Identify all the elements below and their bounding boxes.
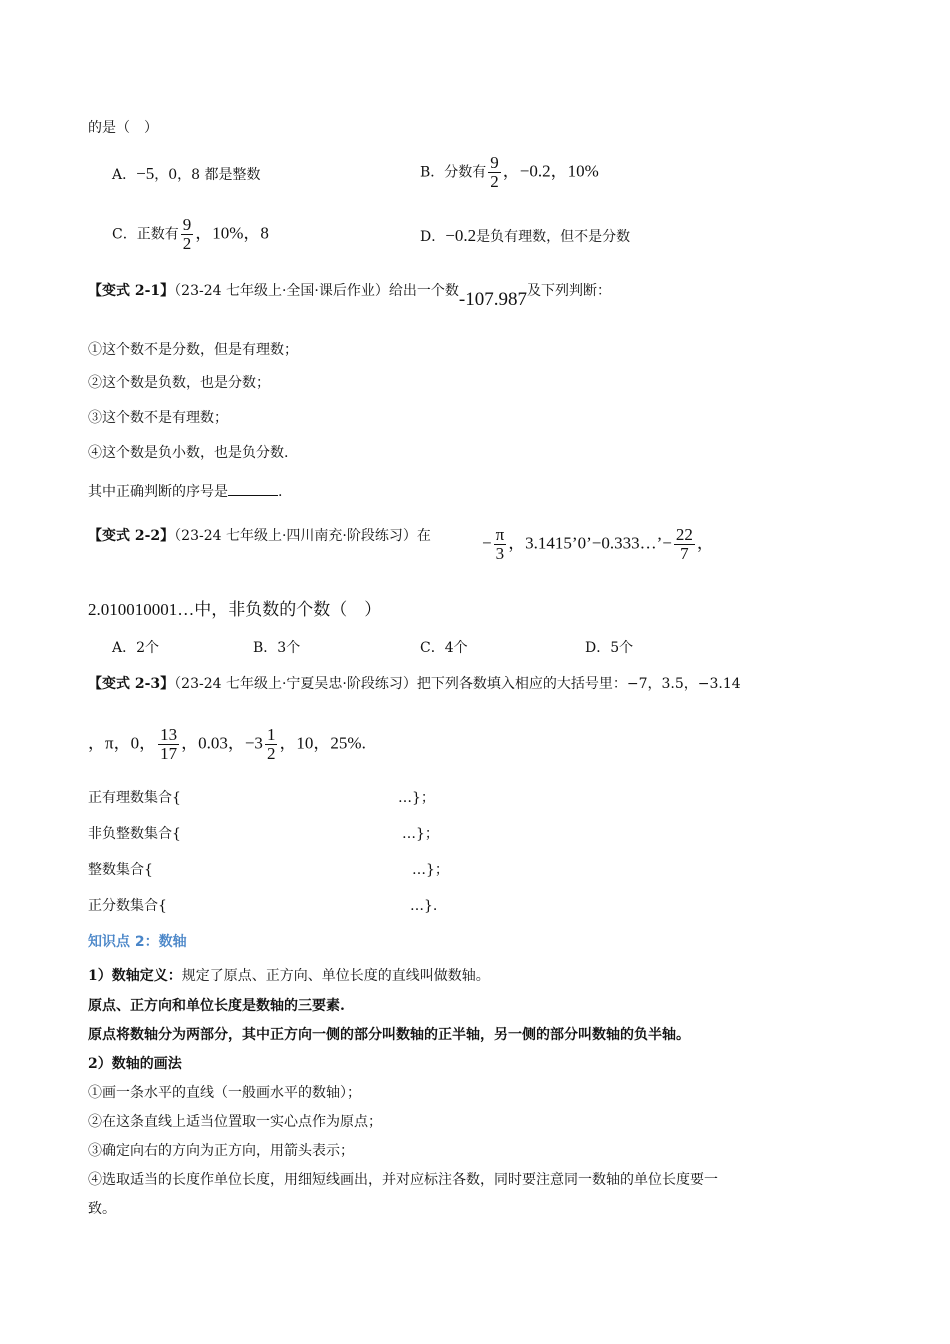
set-end: …}； bbox=[398, 790, 435, 806]
option-b: B．3个 bbox=[253, 640, 301, 656]
option-d: D．5个 bbox=[585, 640, 634, 656]
fraction-13-over-17: $\frac{13}{17}$ bbox=[160, 725, 178, 763]
option-c: C．4个 bbox=[420, 640, 468, 656]
judgement-3: ③这个数不是有理数； bbox=[88, 410, 228, 426]
fraction-one-half: $\frac{1}{2}$ bbox=[266, 725, 276, 763]
judgement-1: ①这个数不是分数，但是有理数； bbox=[88, 342, 298, 358]
variant-2-1-heading: 【变式 2-1】（23-24 七年级上·全国·课后作业）给出一个数-107.987及下列判断： bbox=[88, 283, 611, 310]
option-a: A．2个 bbox=[112, 640, 160, 656]
variant-2-2-heading: 【变式 2-2】（23-24 七年级上·四川南充·阶段练习）在 bbox=[88, 528, 431, 544]
set-end: …}； bbox=[402, 826, 439, 842]
variant-2-2-line2: 2.010010001…中，非负数的个数（ ） bbox=[88, 600, 382, 619]
three-elements: 原点、正方向和单位长度是数轴的三要素. bbox=[88, 998, 345, 1014]
variant-2-3-numbers: ，π，0， $\frac{13}{17}$ ，0.03，−3 $\frac{1}{2}$ ，10，25%. bbox=[88, 725, 366, 763]
variant-2-3-heading: 【变式 2-3】（23-24 七年级上·宁夏吴忠·阶段练习）把下列各数填入相应的大括号里：−7，3.5，−3.14 bbox=[88, 676, 741, 692]
variant-2-1-question: 其中正确判断的序号是 . bbox=[88, 479, 282, 502]
step-3: ③确定向右的方向为正方向，用箭头表示； bbox=[88, 1143, 354, 1159]
set-end: …}； bbox=[412, 862, 449, 878]
option-d: D．−0.2是负有理数，但不是分数 bbox=[420, 226, 631, 245]
fraction-22-over-7: $\frac{22}{7}$ bbox=[675, 525, 693, 563]
variant-2-2-numbers: − $\frac{\pi}{3}$ ，3.1415’0’−0.333…’− $\frac{22}{7}$ ， bbox=[482, 525, 714, 563]
set-positive-rational: 正有理数集合{ bbox=[88, 790, 181, 806]
set-integer: 整数集合{ bbox=[88, 862, 153, 878]
fraction-nine-halves: $\frac{9}{2}$ bbox=[182, 215, 192, 253]
set-nonnegative-integer: 非负整数集合{ bbox=[88, 826, 181, 842]
step-2: ②在这条直线上适当位置取一实心点作为原点； bbox=[88, 1114, 382, 1130]
set-end: …}. bbox=[410, 898, 438, 914]
step-4: ④选取适当的长度作单位长度，用细短线画出，并对应标注各数，同时要注意同一数轴的单位长度要一 bbox=[88, 1172, 718, 1188]
judgement-4: ④这个数是负小数，也是负分数. bbox=[88, 445, 289, 461]
fraction-nine-halves: $\frac{9}{2}$ bbox=[490, 153, 499, 191]
step-4-continued: 致。 bbox=[88, 1201, 116, 1217]
step-1: ①画一条水平的直线（一般画水平的数轴）； bbox=[88, 1085, 361, 1101]
drawing-method-title: 2）数轴的画法 bbox=[88, 1056, 182, 1072]
option-b: B．分数有 $\frac{9}{2}$ ，−0.2，10% bbox=[420, 153, 599, 191]
answer-blank[interactable] bbox=[228, 479, 278, 496]
axis-definition: 1）数轴定义：规定了原点、正方向、单位长度的直线叫做数轴。 bbox=[88, 968, 490, 984]
half-axes: 原点将数轴分为两部分，其中正方向一侧的部分叫数轴的正半轴，另一侧的部分叫数轴的负半轴。 bbox=[88, 1027, 690, 1043]
set-positive-fraction: 正分数集合{ bbox=[88, 898, 167, 914]
judgement-2: ②这个数是负数，也是分数； bbox=[88, 375, 270, 391]
section-title: 知识点 2：数轴 bbox=[88, 934, 187, 950]
option-a: A．−5，0，8 都是整数 bbox=[112, 164, 261, 183]
question-tail: 的是（ ） bbox=[88, 120, 158, 136]
option-c: C．正数有 $\frac{9}{2}$ ，10%，8 bbox=[112, 215, 269, 253]
fraction-pi-over-3: $\frac{\pi}{3}$ bbox=[495, 525, 505, 563]
